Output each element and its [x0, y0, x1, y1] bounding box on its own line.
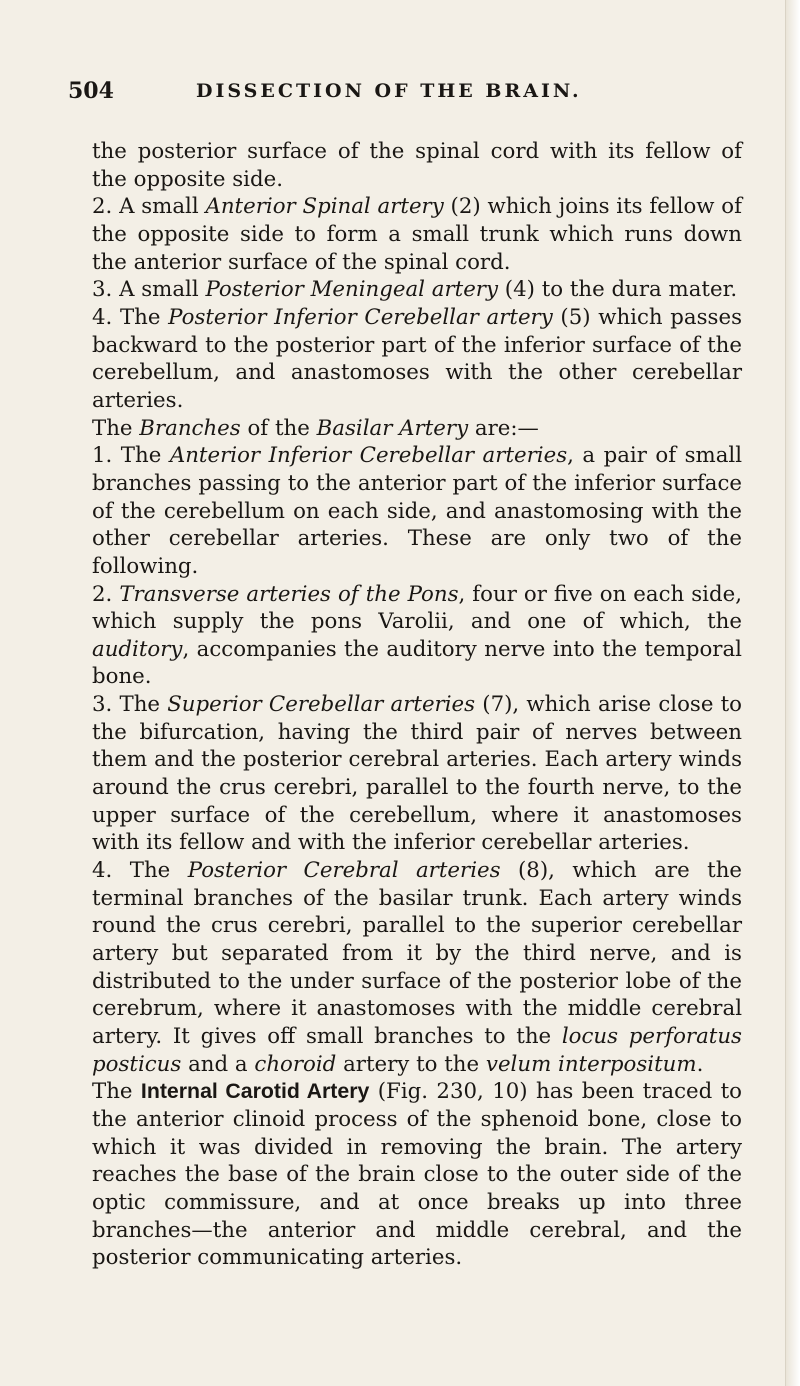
term: Anterior Inferior Cerebellar arteries [169, 443, 568, 469]
term: locus perforatus posticus [92, 1024, 742, 1077]
paragraph-3: 3. A small Posterior Meningeal artery (4) to the dura mater. [92, 277, 738, 303]
paragraph-2: 2. A small Anterior Spinal artery (2) which joins its fellow of the opposite side to form a small trunk which runs down the anterior surface of the spinal cord. [92, 194, 742, 275]
term: Transverse arteries of the Pons [119, 581, 459, 607]
paragraph-4: 4. The Posterior Inferior Cerebellar artery (5) which passes backward to the posterior part of the inferior surface of the cerebellum, and anastomoses with the other cerebellar arteries. [92, 304, 742, 413]
page-edge [785, 0, 800, 1386]
paragraph-10: The Internal Carotid Artery (Fig. 230, 10) has been traced to the anterior clinoid process of the sphenoid bone, close to which it was divided in removing the brain. The artery reaches the base of the brain close to the outer side of the optic commissure, and at once breaks up into three branches—the anterior and middle cerebral, and the posterior communicating arteries. [92, 1079, 742, 1271]
term: Posterior Meningeal artery [205, 277, 499, 303]
paragraph-8: 3. The Superior Cerebellar arteries (7), which arise close to the bifurcation, having the third pair of nerves between them and the posterior cerebral arteries. Each artery winds around the crus cerebri, parallel to the fourth nerve, to the upper surface of the cerebellum, where it anastomoses with its fellow and with the inferior cerebellar arteries. [92, 692, 742, 856]
body-text [92, 138, 742, 1272]
term: Basilar Artery [316, 415, 469, 441]
paragraph-9: 4. The Posterior Cerebral arteries (8), which are the terminal branches of the basilar trunk. Each artery winds round the crus cerebri, parallel to the superior cerebellar artery but separated from it by the third nerve, and is distributed to the under surface of the posterior lobe of the cerebrum, where it anastomoses with the middle cerebral artery. It gives off small branches to the locus perforatus posticus and a choroid artery to the velum interpositum. [92, 858, 743, 1077]
paragraph-5: The Branches of the Basilar Artery are:— [92, 415, 539, 441]
page-number: 504 [68, 78, 114, 104]
term: Branches [139, 415, 241, 441]
paragraph-7: 2. Transverse arteries of the Pons, four or five on each side, which supply the pons Varolii, and one of which, the auditory, accompanies the auditory nerve into the temporal bone. [92, 581, 742, 690]
heading-term: Internal Carotid Artery [140, 1079, 370, 1104]
term: Posterior Cerebral arteries [187, 858, 501, 884]
term: Anterior Spinal artery [205, 194, 444, 220]
term: auditory [92, 636, 183, 662]
paragraph-1: the posterior surface of the spinal cord with its fellow of the opposite side. [92, 139, 742, 192]
term: choroid [254, 1051, 337, 1077]
running-head: DISSECTION OF THE BRAIN. [196, 80, 582, 102]
term: Superior Cerebellar arteries [167, 692, 476, 718]
page-header [68, 78, 740, 112]
term: velum interpositum [485, 1051, 697, 1077]
term: Posterior Inferior Cerebellar artery [168, 304, 553, 330]
paragraph-6: 1. The Anterior Inferior Cerebellar arteries, a pair of small branches passing to the anterior part of the inferior surface of the cerebellum on each side, and anastomosing with the other cerebellar arteries. These are only two of the following. [92, 443, 743, 579]
